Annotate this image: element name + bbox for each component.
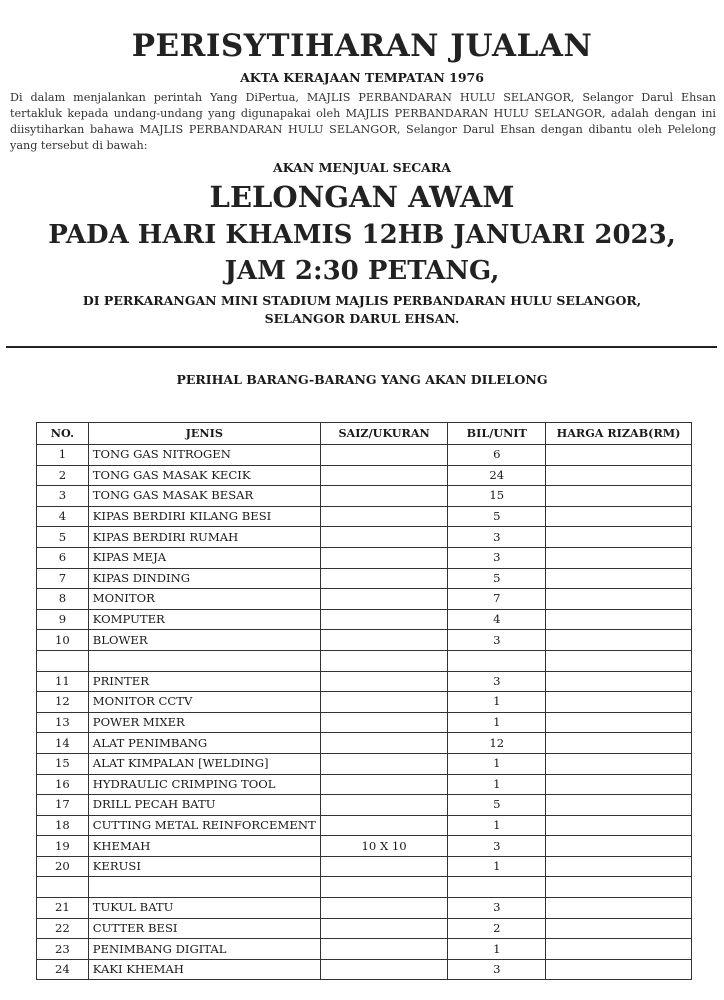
cell-no: 10: [37, 630, 89, 651]
cell-jenis: [88, 877, 320, 898]
cell-jenis: PENIMBANG DIGITAL: [88, 939, 320, 960]
auction-location: [0, 292, 724, 328]
cell-bil: 1: [448, 712, 546, 733]
table-row: [37, 836, 692, 857]
cell-no: 23: [37, 939, 89, 960]
cell-saiz: [320, 918, 448, 939]
cell-jenis: KAKI KHEMAH: [88, 959, 320, 980]
cell-no: 20: [37, 856, 89, 877]
cell-no: 2: [37, 465, 89, 486]
cell-saiz: [320, 877, 448, 898]
cell-saiz: [320, 650, 448, 671]
cell-harga: [546, 836, 692, 857]
cell-jenis: KIPAS BERDIRI KILANG BESI: [88, 506, 320, 527]
cell-jenis: KIPAS BERDIRI RUMAH: [88, 527, 320, 548]
section-title: PERIHAL BARANG-BARANG YANG AKAN DILELONG: [176, 372, 548, 387]
cell-harga: [546, 795, 692, 816]
header-jenis: JENIS: [88, 423, 320, 445]
table-row: [37, 856, 692, 877]
cell-bil: 1: [448, 856, 546, 877]
cell-bil: 1: [448, 753, 546, 774]
cell-harga: [546, 774, 692, 795]
cell-bil: 5: [448, 506, 546, 527]
header-saiz: SAIZ/UKURAN: [320, 423, 448, 445]
cell-harga: [546, 959, 692, 980]
header-bil: BIL/UNIT: [448, 423, 546, 445]
cell-harga: [546, 733, 692, 754]
table-row: [37, 506, 692, 527]
location-line-1: DI PERKARANGAN MINI STADIUM MAJLIS PERBANDARAN HULU SELANGOR,: [82, 293, 642, 308]
table-row: [37, 650, 692, 671]
cell-harga: [546, 465, 692, 486]
divider-line: [6, 346, 717, 348]
table-header-row: [37, 423, 692, 445]
cell-saiz: [320, 465, 448, 486]
cell-harga: [546, 815, 692, 836]
header-no: NO.: [37, 423, 89, 445]
cell-saiz: [320, 568, 448, 589]
document-subtitle: AKTA KERAJAAN TEMPATAN 1976: [240, 70, 484, 85]
cell-harga: [546, 568, 692, 589]
cell-no: [37, 877, 89, 898]
table-row: [37, 671, 692, 692]
cell-saiz: [320, 630, 448, 651]
header-harga: HARGA RIZAB(RM): [546, 423, 692, 445]
cell-saiz: [320, 753, 448, 774]
table-row: [37, 589, 692, 610]
cell-jenis: ALAT PENIMBANG: [88, 733, 320, 754]
cell-harga: [546, 918, 692, 939]
table-row: [37, 795, 692, 816]
table-row: [37, 815, 692, 836]
table-row: [37, 733, 692, 754]
cell-harga: [546, 877, 692, 898]
cell-bil: [448, 650, 546, 671]
cell-harga: [546, 527, 692, 548]
table-row: [37, 527, 692, 548]
cell-bil: 3: [448, 630, 546, 651]
table-row: [37, 568, 692, 589]
cell-no: 14: [37, 733, 89, 754]
cell-harga: [546, 898, 692, 919]
table-body: [37, 445, 692, 980]
cell-bil: 2: [448, 918, 546, 939]
table-row: [37, 692, 692, 713]
table-row: [37, 547, 692, 568]
cell-bil: [448, 877, 546, 898]
cell-saiz: [320, 486, 448, 507]
cell-saiz: [320, 898, 448, 919]
cell-saiz: [320, 733, 448, 754]
cell-bil: 15: [448, 486, 546, 507]
cell-bil: 3: [448, 959, 546, 980]
cell-jenis: KIPAS DINDING: [88, 568, 320, 589]
cell-jenis: CUTTER BESI: [88, 918, 320, 939]
cell-jenis: TUKUL BATU: [88, 898, 320, 919]
cell-no: 7: [37, 568, 89, 589]
cell-saiz: [320, 939, 448, 960]
cell-no: 11: [37, 671, 89, 692]
cell-jenis: BLOWER: [88, 630, 320, 651]
cell-bil: 3: [448, 898, 546, 919]
cell-jenis: [88, 650, 320, 671]
cell-harga: [546, 609, 692, 630]
cell-no: 16: [37, 774, 89, 795]
cell-harga: [546, 939, 692, 960]
cell-no: [37, 650, 89, 671]
cell-jenis: KOMPUTER: [88, 609, 320, 630]
cell-jenis: MONITOR: [88, 589, 320, 610]
cell-no: 6: [37, 547, 89, 568]
cell-no: 5: [37, 527, 89, 548]
cell-bil: 1: [448, 815, 546, 836]
intro-paragraph: Di dalam menjalankan perintah Yang DiPertua, MAJLIS PERBANDARAN HULU SELANGOR, Selangor Darul Ehsan tertakluk kepada undang-undang yang digunapakai oleh MAJLIS PERBANDARAN HULU SELANGOR, adalah dengan ini diisytiharkan bahawa MAJLIS PERBANDARAN HULU SELANGOR, Selangor Darul Ehsan dengan dibantu oleh Pelelong yang tersebut di bawah:: [10, 91, 716, 152]
table-row: [37, 712, 692, 733]
cell-harga: [546, 589, 692, 610]
cell-harga: [546, 486, 692, 507]
table-row: [37, 465, 692, 486]
cell-saiz: 10 X 10: [320, 836, 448, 857]
table-row: [37, 445, 692, 466]
cell-harga: [546, 445, 692, 466]
cell-no: 13: [37, 712, 89, 733]
cell-bil: 4: [448, 609, 546, 630]
cell-saiz: [320, 527, 448, 548]
table-row: [37, 877, 692, 898]
cell-harga: [546, 547, 692, 568]
cell-bil: 5: [448, 795, 546, 816]
cell-no: 12: [37, 692, 89, 713]
cell-jenis: PRINTER: [88, 671, 320, 692]
table-row: [37, 774, 692, 795]
cell-saiz: [320, 589, 448, 610]
cell-saiz: [320, 609, 448, 630]
cell-no: 4: [37, 506, 89, 527]
auction-heading: LELONGAN AWAM: [209, 180, 515, 214]
cell-saiz: [320, 856, 448, 877]
table-row: [37, 486, 692, 507]
cell-harga: [546, 506, 692, 527]
cell-no: 19: [37, 836, 89, 857]
cell-saiz: [320, 774, 448, 795]
cell-no: 15: [37, 753, 89, 774]
cell-no: 8: [37, 589, 89, 610]
table-row: [37, 753, 692, 774]
sale-method-label: AKAN MENJUAL SECARA: [273, 160, 451, 175]
cell-jenis: DRILL PECAH BATU: [88, 795, 320, 816]
cell-harga: [546, 671, 692, 692]
cell-harga: [546, 856, 692, 877]
cell-jenis: MONITOR CCTV: [88, 692, 320, 713]
cell-jenis: CUTTING METAL REINFORCEMENT: [88, 815, 320, 836]
cell-harga: [546, 630, 692, 651]
cell-harga: [546, 692, 692, 713]
cell-no: 22: [37, 918, 89, 939]
cell-harga: [546, 650, 692, 671]
cell-saiz: [320, 506, 448, 527]
table-row: [37, 630, 692, 651]
table-row: [37, 959, 692, 980]
table-row: [37, 939, 692, 960]
items-table: [36, 422, 692, 980]
cell-bil: 1: [448, 939, 546, 960]
table-row: [37, 918, 692, 939]
cell-bil: 24: [448, 465, 546, 486]
auction-date: PADA HARI KHAMIS 12HB JANUARI 2023,: [48, 220, 676, 250]
cell-jenis: KHEMAH: [88, 836, 320, 857]
cell-saiz: [320, 445, 448, 466]
cell-jenis: HYDRAULIC CRIMPING TOOL: [88, 774, 320, 795]
cell-jenis: KERUSI: [88, 856, 320, 877]
cell-bil: 5: [448, 568, 546, 589]
cell-jenis: POWER MIXER: [88, 712, 320, 733]
table-row: [37, 609, 692, 630]
cell-saiz: [320, 959, 448, 980]
cell-saiz: [320, 795, 448, 816]
cell-bil: 1: [448, 692, 546, 713]
cell-saiz: [320, 712, 448, 733]
cell-saiz: [320, 815, 448, 836]
cell-bil: 3: [448, 527, 546, 548]
cell-no: 18: [37, 815, 89, 836]
cell-no: 17: [37, 795, 89, 816]
cell-saiz: [320, 692, 448, 713]
cell-no: 21: [37, 898, 89, 919]
cell-bil: 3: [448, 547, 546, 568]
cell-bil: 3: [448, 836, 546, 857]
cell-saiz: [320, 547, 448, 568]
cell-harga: [546, 712, 692, 733]
cell-no: 1: [37, 445, 89, 466]
cell-jenis: TONG GAS MASAK KECIK: [88, 465, 320, 486]
cell-no: 9: [37, 609, 89, 630]
cell-no: 3: [37, 486, 89, 507]
cell-harga: [546, 753, 692, 774]
cell-bil: 12: [448, 733, 546, 754]
cell-bil: 1: [448, 774, 546, 795]
cell-jenis: TONG GAS MASAK BESAR: [88, 486, 320, 507]
cell-jenis: KIPAS MEJA: [88, 547, 320, 568]
document-title: PERISYTIHARAN JUALAN: [131, 28, 593, 64]
location-line-2: SELANGOR DARUL EHSAN.: [264, 311, 460, 326]
auction-time: JAM 2:30 PETANG,: [224, 256, 500, 286]
cell-bil: 6: [448, 445, 546, 466]
table-row: [37, 898, 692, 919]
cell-saiz: [320, 671, 448, 692]
cell-jenis: ALAT KIMPALAN [WELDING]: [88, 753, 320, 774]
cell-bil: 7: [448, 589, 546, 610]
cell-jenis: TONG GAS NITROGEN: [88, 445, 320, 466]
cell-bil: 3: [448, 671, 546, 692]
cell-no: 24: [37, 959, 89, 980]
